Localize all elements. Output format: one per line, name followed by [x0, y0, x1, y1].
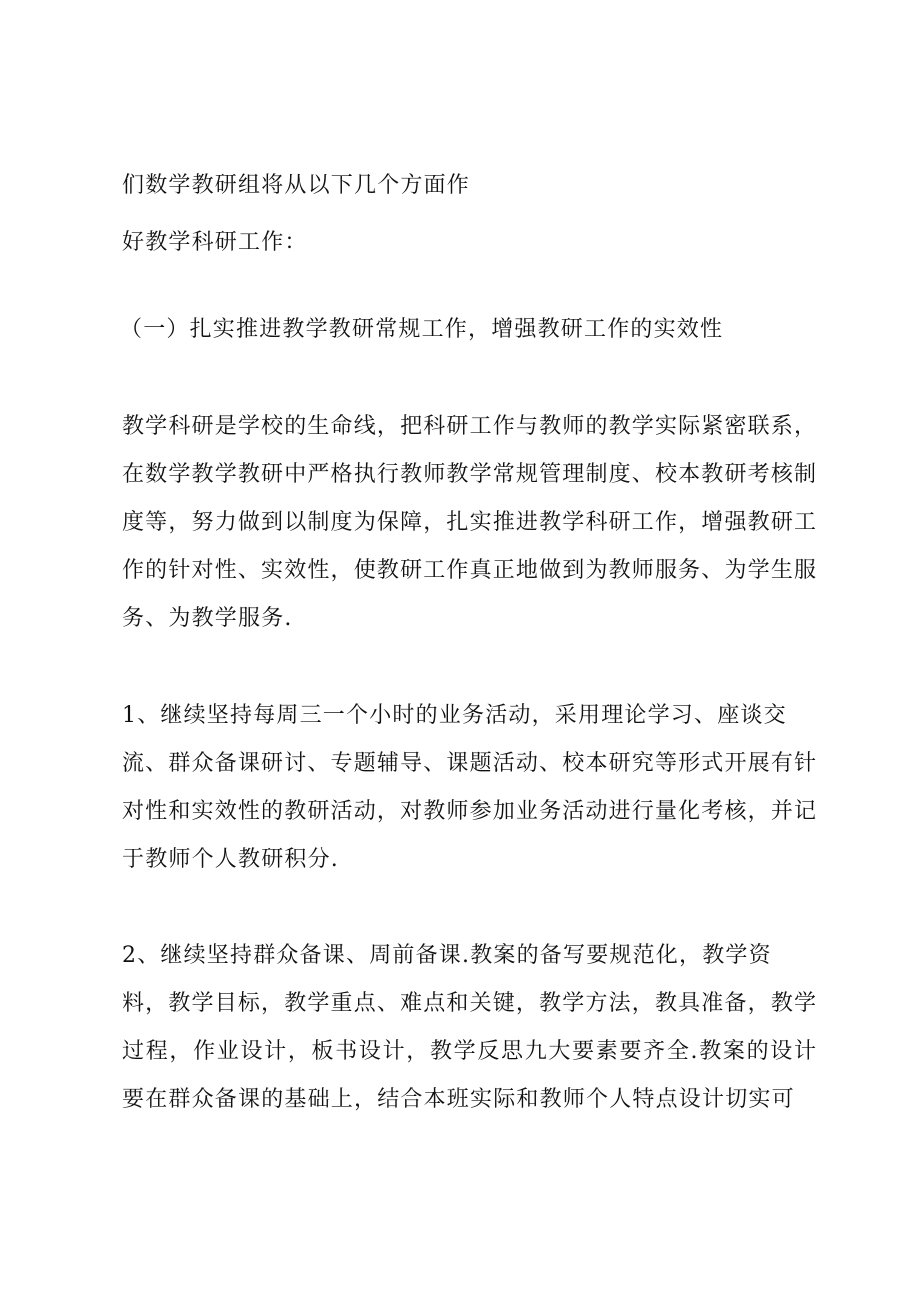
para1-line-3: 度等，努力做到以制度为保障，扎实推进教学科研工作，增强教研工: [122, 510, 816, 535]
para1-line-2: 在数学教学教研中严格执行教师教学常规管理制度、校本教研考核制: [122, 462, 816, 487]
item1-line-4: 于教师个人教研积分.: [122, 847, 339, 872]
intro-line-1: 们数学教研组将从以下几个方面作: [122, 173, 471, 198]
item1-line-3: 对性和实效性的教研活动，对教师参加业务活动进行量化考核，并记: [122, 799, 816, 824]
para1-line-4: 作的针对性、实效性，使教研工作真正地做到为教师服务、为学生服: [122, 558, 816, 583]
item2-line-1: 2、继续坚持群众备课、周前备课.教案的备写要规范化，教学资: [122, 943, 772, 968]
intro-line-2: 好教学科研工作：: [122, 230, 308, 255]
item2-line-2: 料，教学目标，教学重点、难点和关键，教学方法，教具准备，教学: [122, 991, 816, 1016]
item1-line-1: 1、继续坚持每周三一个小时的业务活动，采用理论学习、座谈交: [122, 703, 787, 728]
section-heading: （一）扎实推进教学教研常规工作，增强教研工作的实效性: [120, 317, 724, 342]
para1-line-5: 务、为教学服务.: [122, 606, 293, 631]
item1-line-2: 流、群众备课研讨、专题辅导、课题活动、校本研究等形式开展有针: [122, 751, 816, 776]
item2-line-3: 过程，作业设计，板书设计，教学反思九大要素要齐全.教案的设计: [122, 1039, 816, 1064]
item2-line-4: 要在群众备课的基础上，结合本班实际和教师个人特点设计切实可: [122, 1087, 795, 1112]
para1-line-1: 教学科研是学校的生命线，把科研工作与教师的教学实际紧密联系，: [122, 414, 816, 439]
